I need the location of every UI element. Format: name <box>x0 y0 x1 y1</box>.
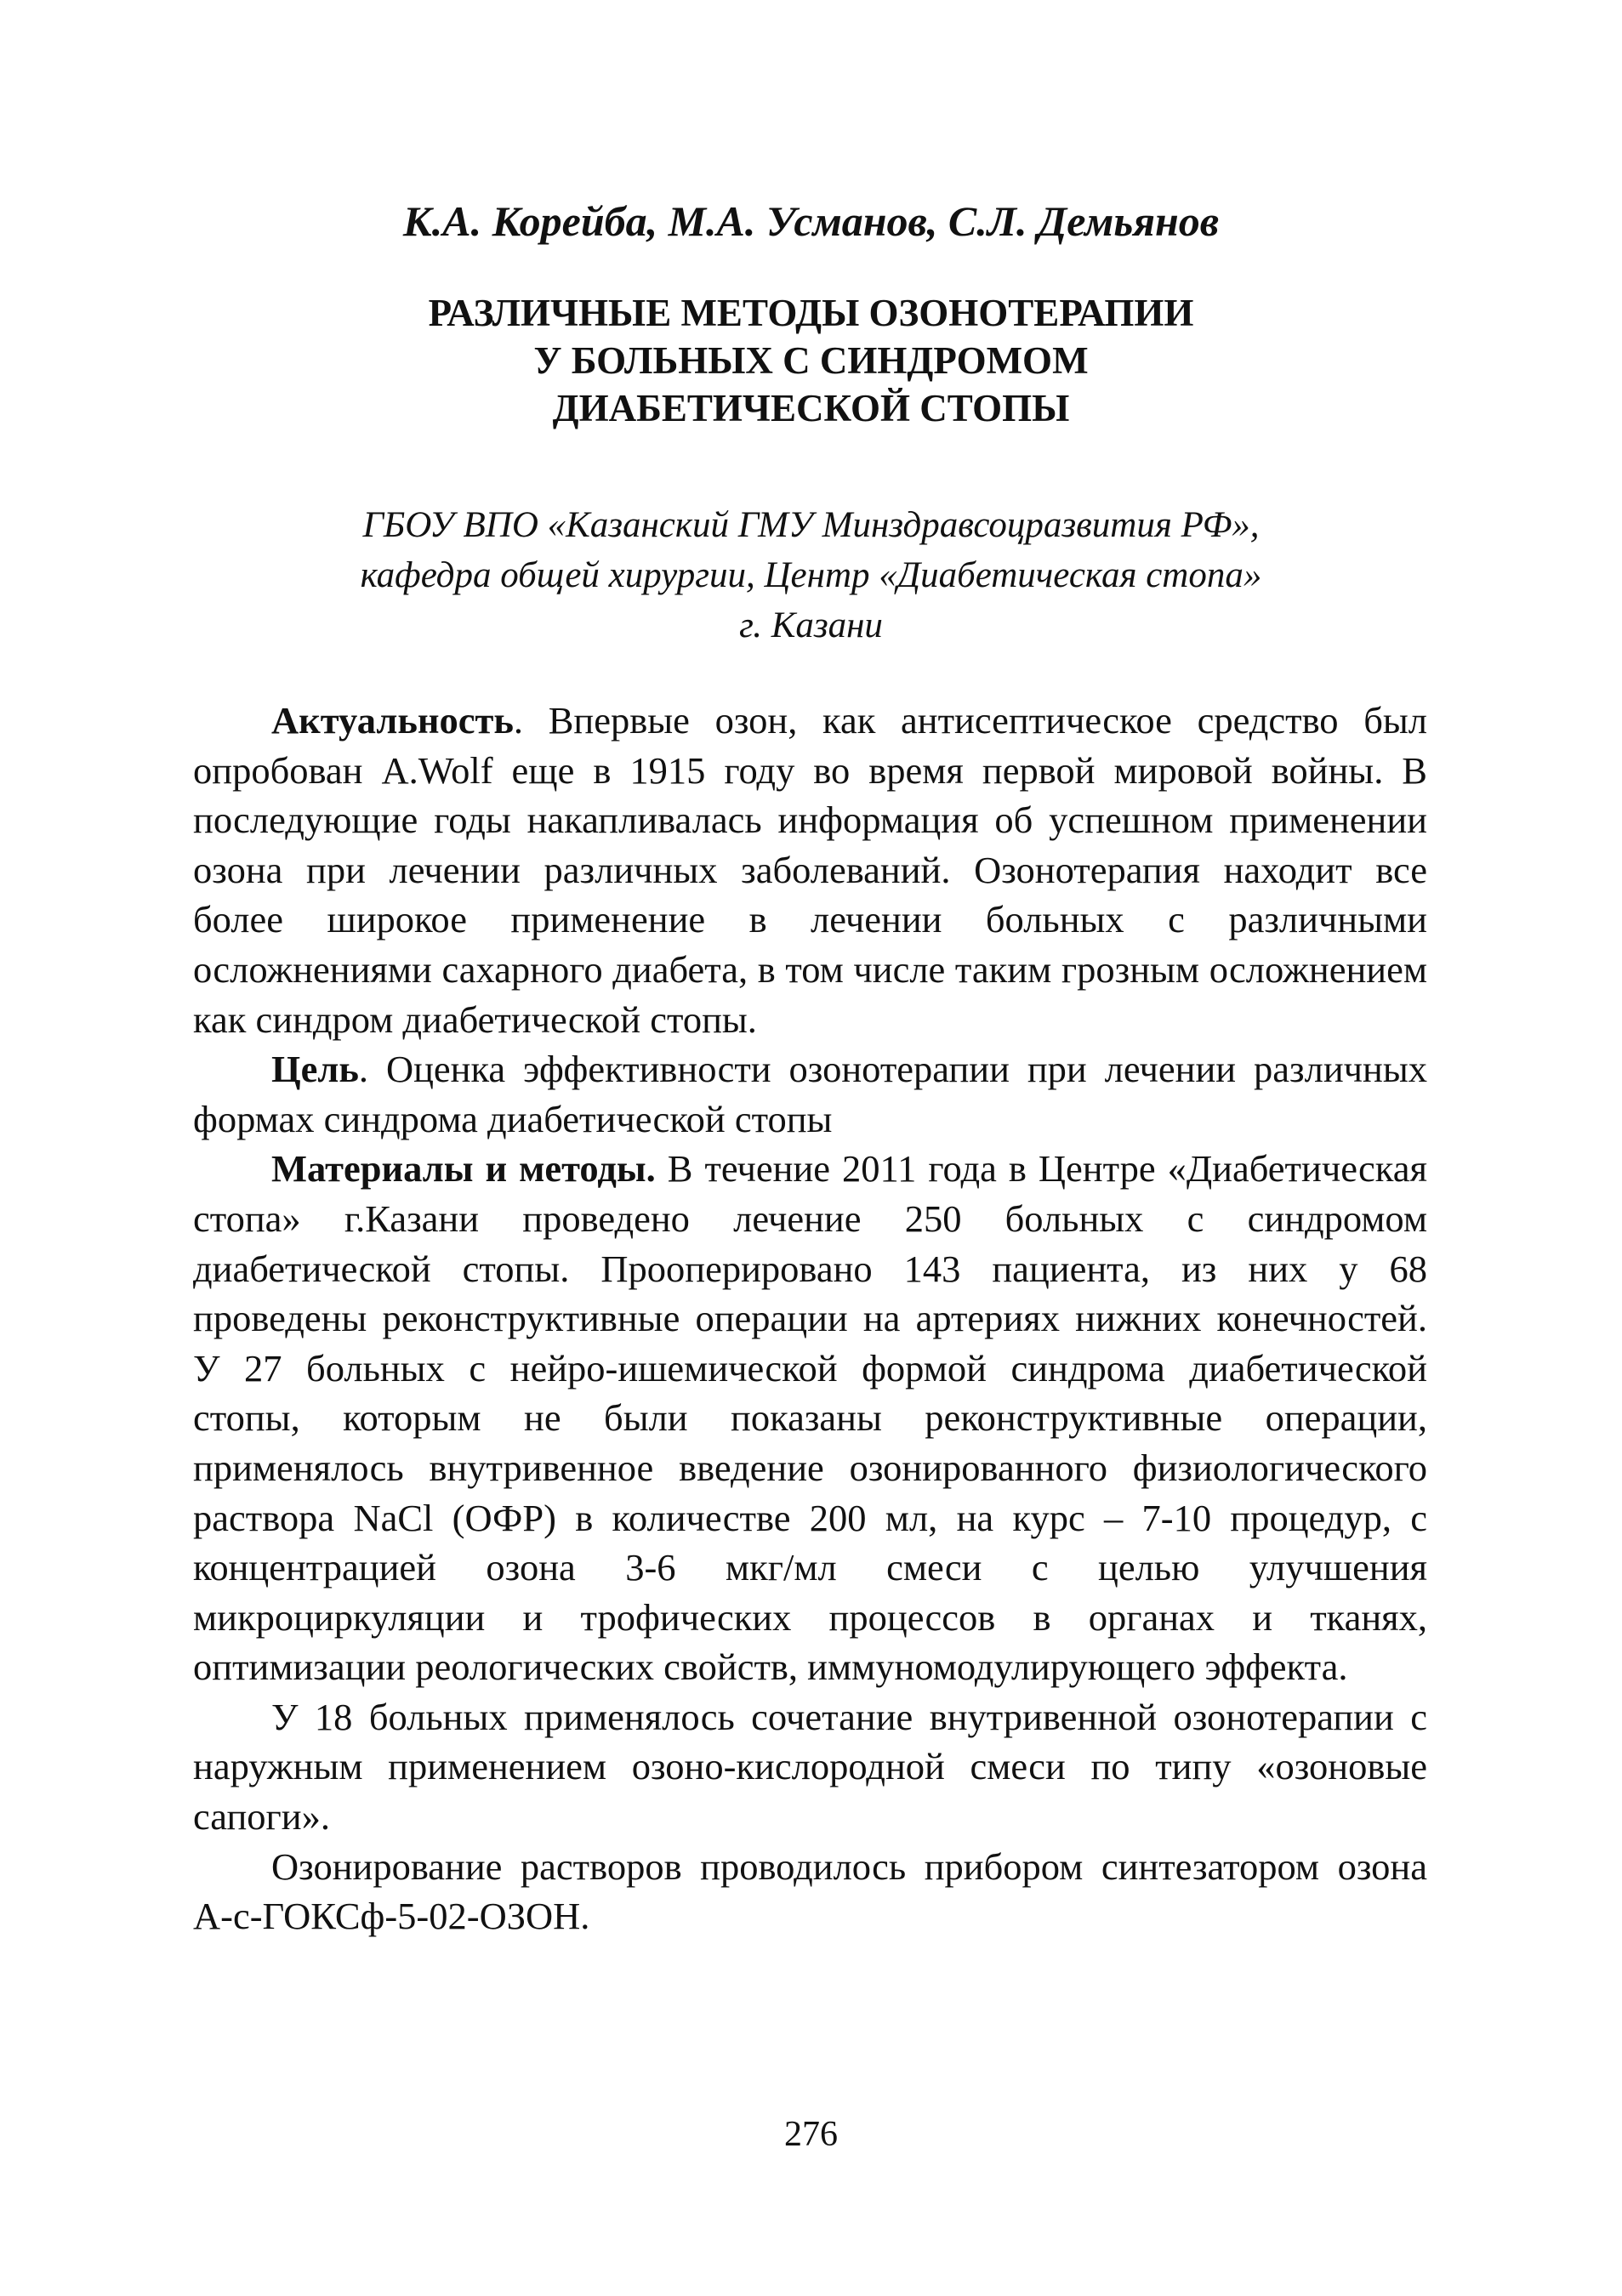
page-number: 276 <box>784 2115 838 2154</box>
title-line: РАЗЛИЧНЫЕ МЕТОДЫ ОЗОНОТЕРАПИИ <box>428 292 1194 334</box>
article-body <box>193 696 1427 1941</box>
paragraph-ozonation-device <box>193 1842 1427 1941</box>
affiliation-line: г. Казани <box>739 605 883 645</box>
paragraph-combined-therapy <box>193 1692 1427 1842</box>
affiliation-block <box>0 500 1622 651</box>
paragraph-text: Озонирование растворов проводилось прибором синтезатором озона А-с-ГОКСф-5-02-ОЗОН. <box>193 1844 1427 1938</box>
paragraph-lead: Цель <box>271 1048 359 1091</box>
article-title <box>0 289 1622 432</box>
paragraph-goal <box>193 1044 1427 1144</box>
authors-line: К.А. Корейба, М.А. Усманов, С.Л. Демьянов <box>402 197 1220 245</box>
paragraph-text: У 18 больных применялось сочетание внутривенной озонотерапии с наружным применением озоно-кислородной смеси по типу «озоновые сапоги». <box>193 1695 1427 1839</box>
title-line: ДИАБЕТИЧЕСКОЙ СТОПЫ <box>552 387 1070 429</box>
paragraph-text: . Впервые озон, как антисептическое средство был опробован A.Wolf еще в 1915 году во время первой мировой войны. В последующие годы накапливалась информация об успешном применении озона при лечении различных заболеваний. Озонотерапия находит все более широкое применение в лечении больных с различными осложнениями сахарного диабета, в том числе таким грозным осложнением как синдром диабетической стопы. <box>193 699 1427 1041</box>
affiliation-line: ГБОУ ВПО «Казанский ГМУ Минздравсоцразвития РФ», <box>362 505 1260 545</box>
paragraph-lead: Материалы и методы. <box>271 1147 656 1191</box>
title-line: У БОЛЬНЫХ С СИНДРОМОМ <box>533 339 1089 382</box>
paragraph-methods <box>193 1144 1427 1692</box>
paragraph-lead: Актуальность <box>271 699 514 742</box>
paragraph-text: В течение 2011 года в Центре «Диабетическая стопа» г.Казани проведено лечение 250 больных с синдромом диабетической стопы. Прооперировано 143 пациента, из них у 68 проведены реконструктивные операции на артериях нижних конечностей. У 27 больных с нейро-ишемической формой синдрома диабетической стопы, которым не были показаны реконструктивные операции, применялось внутривенное введение озонированного физиологического раствора NaCl (ОФР) в количестве 200 мл, на курс – 7-10 процедур, с концентрацией озона 3-6 мкг/мл смеси с целью улучшения микроциркуляции и трофических процессов в органах и тканях, оптимизации реологических свойств, иммуномодулирующего эффекта. <box>193 1147 1427 1689</box>
affiliation-line: кафедра общей хирургии, Центр «Диабетическая стопа» <box>360 555 1262 595</box>
paragraph-text: . Оценка эффективности озонотерапии при лечении различных формах синдрома диабетической стопы <box>193 1048 1427 1140</box>
paragraph-relevance <box>193 696 1427 1044</box>
